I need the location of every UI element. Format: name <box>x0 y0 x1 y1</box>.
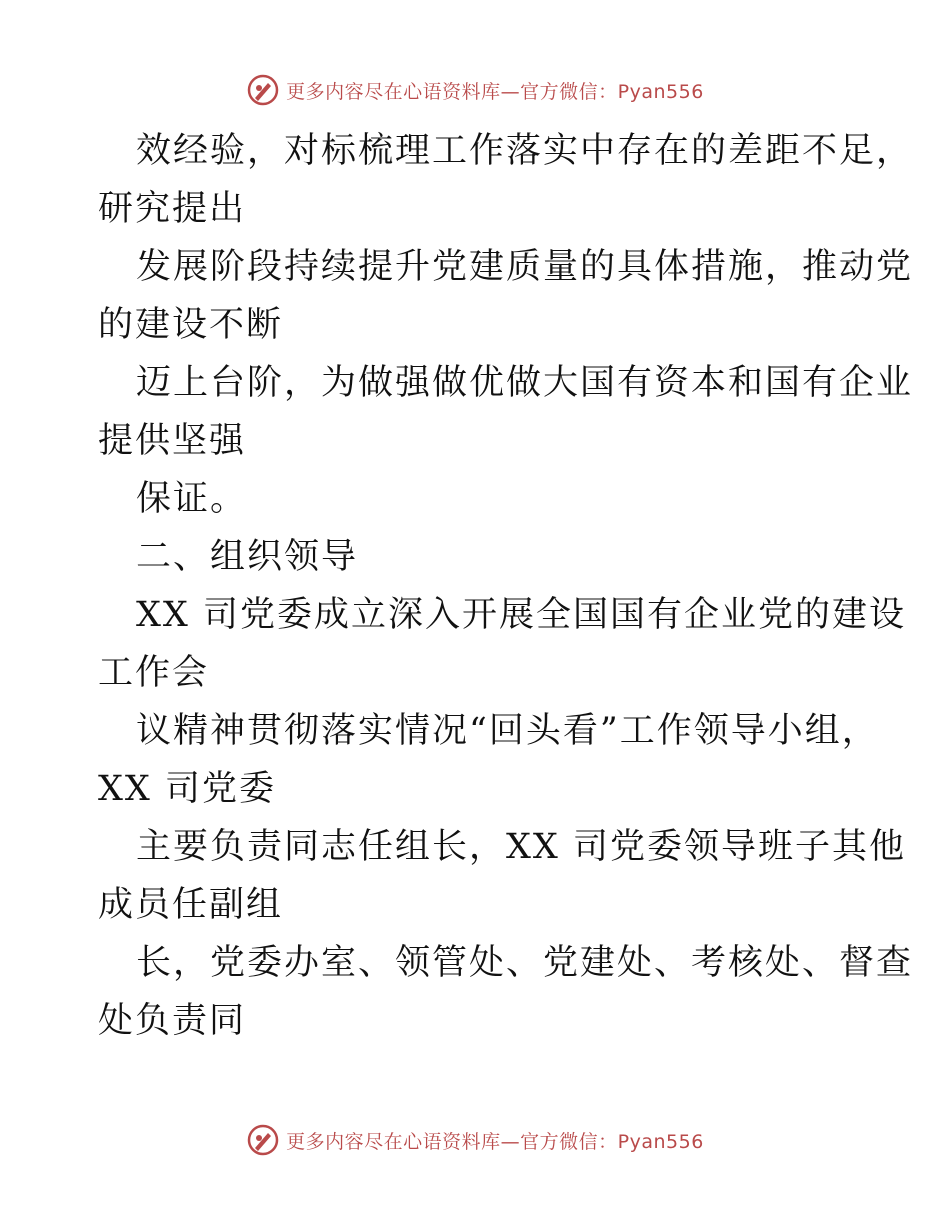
pen-logo-icon <box>246 1123 280 1157</box>
body-line: 处负责同 <box>98 1001 247 1041</box>
header-watermark <box>0 72 950 108</box>
footer-watermark <box>0 1122 950 1158</box>
body-line: 保证。 <box>136 479 248 519</box>
document-body <box>98 122 914 1050</box>
body-line: XX 司党委成立深入开展全国国有企业党的建设 <box>136 595 906 635</box>
body-line: 主要负责同志任组长，XX 司党委领导班子其他 <box>136 827 906 867</box>
body-line: XX 司党委 <box>98 769 276 809</box>
body-line: 的建设不断 <box>98 305 284 345</box>
body-line: 议精神贯彻落实情况“回头看”工作领导小组， <box>136 711 879 751</box>
pen-logo-icon <box>246 73 280 107</box>
watermark-text: 更多内容尽在心语资料库—官方微信：Pyan556 <box>286 80 704 103</box>
body-line: 长，党委办室、领管处、党建处、考核处、督查 <box>136 943 914 983</box>
body-line: 发展阶段持续提升党建质量的具体措施，推动党 <box>136 247 914 287</box>
body-line: 迈上台阶，为做强做优做大国有资本和国有企业 <box>136 363 914 403</box>
body-line: 成员任副组 <box>98 885 284 925</box>
watermark-text: 更多内容尽在心语资料库—官方微信：Pyan556 <box>286 1130 704 1153</box>
body-line: 提供坚强 <box>98 421 247 461</box>
body-line: 效经验，对标梳理工作落实中存在的差距不足， <box>136 131 914 171</box>
body-line: 工作会 <box>98 653 210 693</box>
section-heading: 二、组织领导 <box>136 537 359 577</box>
body-line: 研究提出 <box>98 189 247 229</box>
